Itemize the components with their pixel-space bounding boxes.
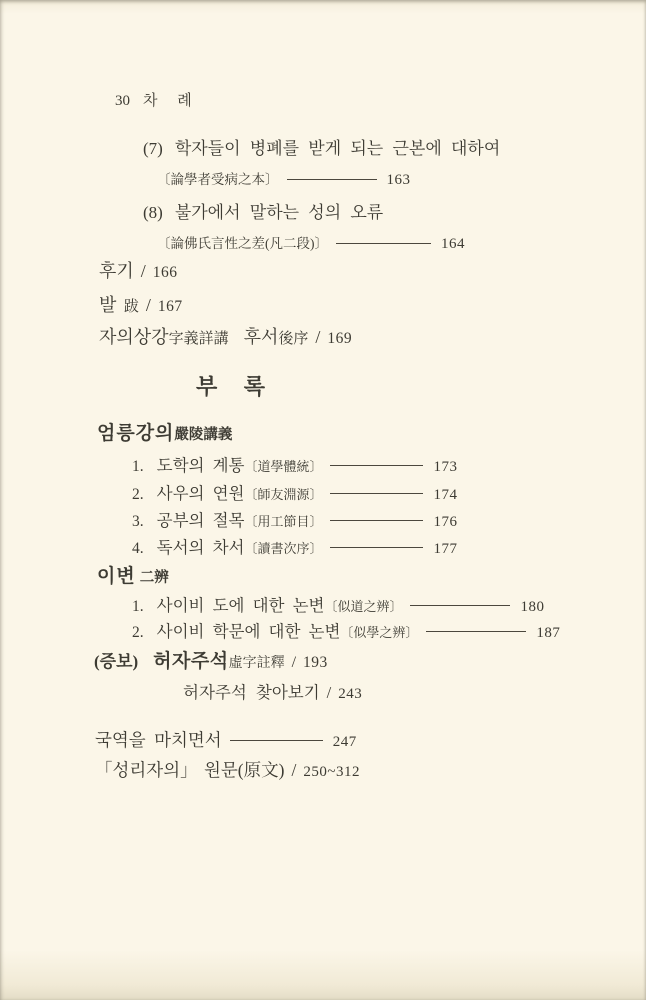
leader-line <box>426 631 526 632</box>
entry-title-2: 후서 <box>243 327 279 347</box>
leader-line <box>336 243 431 244</box>
entry-number: 2. <box>132 624 144 641</box>
entry-title: 자의상강 <box>99 327 169 347</box>
toc-entry-ch7 <box>143 139 500 159</box>
entry-number: 1. <box>132 458 144 475</box>
toc-entry-appendix-item <box>132 512 457 531</box>
toc-entry-appendix-item <box>132 539 457 558</box>
entry-number: (7) <box>143 139 163 158</box>
entry-hanja: 〔論學者受病之本〕 <box>157 172 279 187</box>
page-number: 180 <box>520 599 545 615</box>
entry-hanja: 字義詳講 <box>168 331 229 347</box>
entry-number: 1. <box>132 598 144 615</box>
entry-title: 학자들이 병폐를 받게 되는 근본에 대하여 <box>174 139 501 158</box>
entry-title: 「성리자의」 원문(原文) <box>95 760 285 780</box>
leader-line <box>410 605 510 606</box>
toc-entry-supplement-index <box>183 684 362 703</box>
entry-hanja: 〔師友淵源〕 <box>244 487 323 502</box>
group-title-hanja: 二辨 <box>139 570 169 586</box>
group-title-eomneung <box>97 423 232 445</box>
toc-entry-ch8 <box>143 203 383 223</box>
entry-hanja: 虛字註釋 <box>228 656 285 671</box>
leader-line <box>330 493 423 494</box>
entry-hanja-2: 後序 <box>278 331 309 347</box>
entry-hanja: 〔道學體統〕 <box>244 459 323 474</box>
page-number: 167 <box>157 298 183 315</box>
group-title-kr: 이변 <box>97 566 136 587</box>
slash-separator: / <box>145 295 151 315</box>
page-number: 164 <box>441 236 465 252</box>
leader-line <box>330 465 423 466</box>
page-number: 166 <box>152 264 178 281</box>
page-number: 163 <box>386 172 411 188</box>
slash-separator: / <box>291 760 297 780</box>
toc-entry-appendix-item <box>132 597 544 616</box>
group-title-hanja: 嚴陵講義 <box>174 427 233 443</box>
leader-line <box>330 520 423 521</box>
toc-entry-postscript <box>99 295 183 316</box>
page-number: 250~312 <box>303 764 360 780</box>
page-number: 193 <box>303 654 328 671</box>
entry-hanja: 〔讀書次序〕 <box>244 541 323 556</box>
page-number: 174 <box>433 487 458 503</box>
entry-number: 2. <box>132 486 144 503</box>
header-title: 차 례 <box>143 93 200 109</box>
slash-separator: / <box>291 654 297 671</box>
entry-number: (8) <box>143 203 163 222</box>
toc-entry-supplement <box>94 651 328 673</box>
toc-entry-original-text <box>95 760 360 781</box>
supplement-prefix: (증보) <box>94 652 139 671</box>
toc-entry-ch8-hanja <box>157 236 465 253</box>
page-header <box>115 93 200 110</box>
folio-number: 30 <box>115 93 130 109</box>
section-heading-appendix: 부 록 <box>196 374 268 399</box>
leader-line <box>230 740 323 741</box>
page-number: 176 <box>433 514 458 530</box>
entry-number: 4. <box>132 540 144 557</box>
entry-hanja: 〔似學之辨〕 <box>340 625 419 640</box>
slash-separator: / <box>315 327 321 347</box>
entry-title: 독서의 차서 <box>156 538 245 557</box>
page-number: 173 <box>433 459 458 475</box>
entry-title: 허자주석 <box>153 651 229 672</box>
group-title-kr: 엄릉강의 <box>97 423 175 444</box>
page-number: 247 <box>332 734 357 750</box>
entry-title: 사우의 연원 <box>156 484 245 503</box>
entry-title: 사이비 학문에 대한 논변 <box>156 622 341 641</box>
toc-entry-appendix-item <box>132 457 457 476</box>
toc-entry-appendix-item <box>132 485 457 504</box>
slash-separator: / <box>140 261 146 281</box>
page-number: 187 <box>536 625 561 641</box>
slash-separator: / <box>326 683 332 702</box>
entry-hanja: 跋 <box>123 299 139 315</box>
entry-hanja: 〔用工節目〕 <box>244 514 323 529</box>
page-number: 177 <box>433 541 458 557</box>
toc-entry-appendix-item <box>132 623 560 642</box>
entry-title: 공부의 절목 <box>156 511 245 530</box>
toc-entry-ch7-hanja <box>157 172 411 189</box>
entry-number: 3. <box>132 513 144 530</box>
entry-title: 발 <box>99 295 117 315</box>
entry-hanja: 〔論佛氏言性之差(凡二段)〕 <box>157 236 328 251</box>
entry-title: 국역을 마치면서 <box>95 730 222 750</box>
page-number: 243 <box>338 686 363 702</box>
toc-entry-translators-note <box>95 730 357 751</box>
toc-entry-jaui-sanggang <box>99 327 352 348</box>
entry-title: 허자주석 찾아보기 <box>183 683 320 702</box>
page-number: 169 <box>327 330 353 347</box>
entry-title: 후기 <box>99 261 134 281</box>
group-title-ibyeon <box>97 566 169 588</box>
entry-title: 불가에서 말하는 성의 오류 <box>174 203 384 222</box>
leader-line <box>287 179 377 180</box>
leader-line <box>330 547 423 548</box>
entry-hanja: 〔似道之辨〕 <box>324 599 403 614</box>
entry-title: 도학의 계통 <box>156 456 245 475</box>
toc-entry-epilogue <box>99 261 178 282</box>
entry-title: 사이비 도에 대한 논변 <box>156 596 325 615</box>
